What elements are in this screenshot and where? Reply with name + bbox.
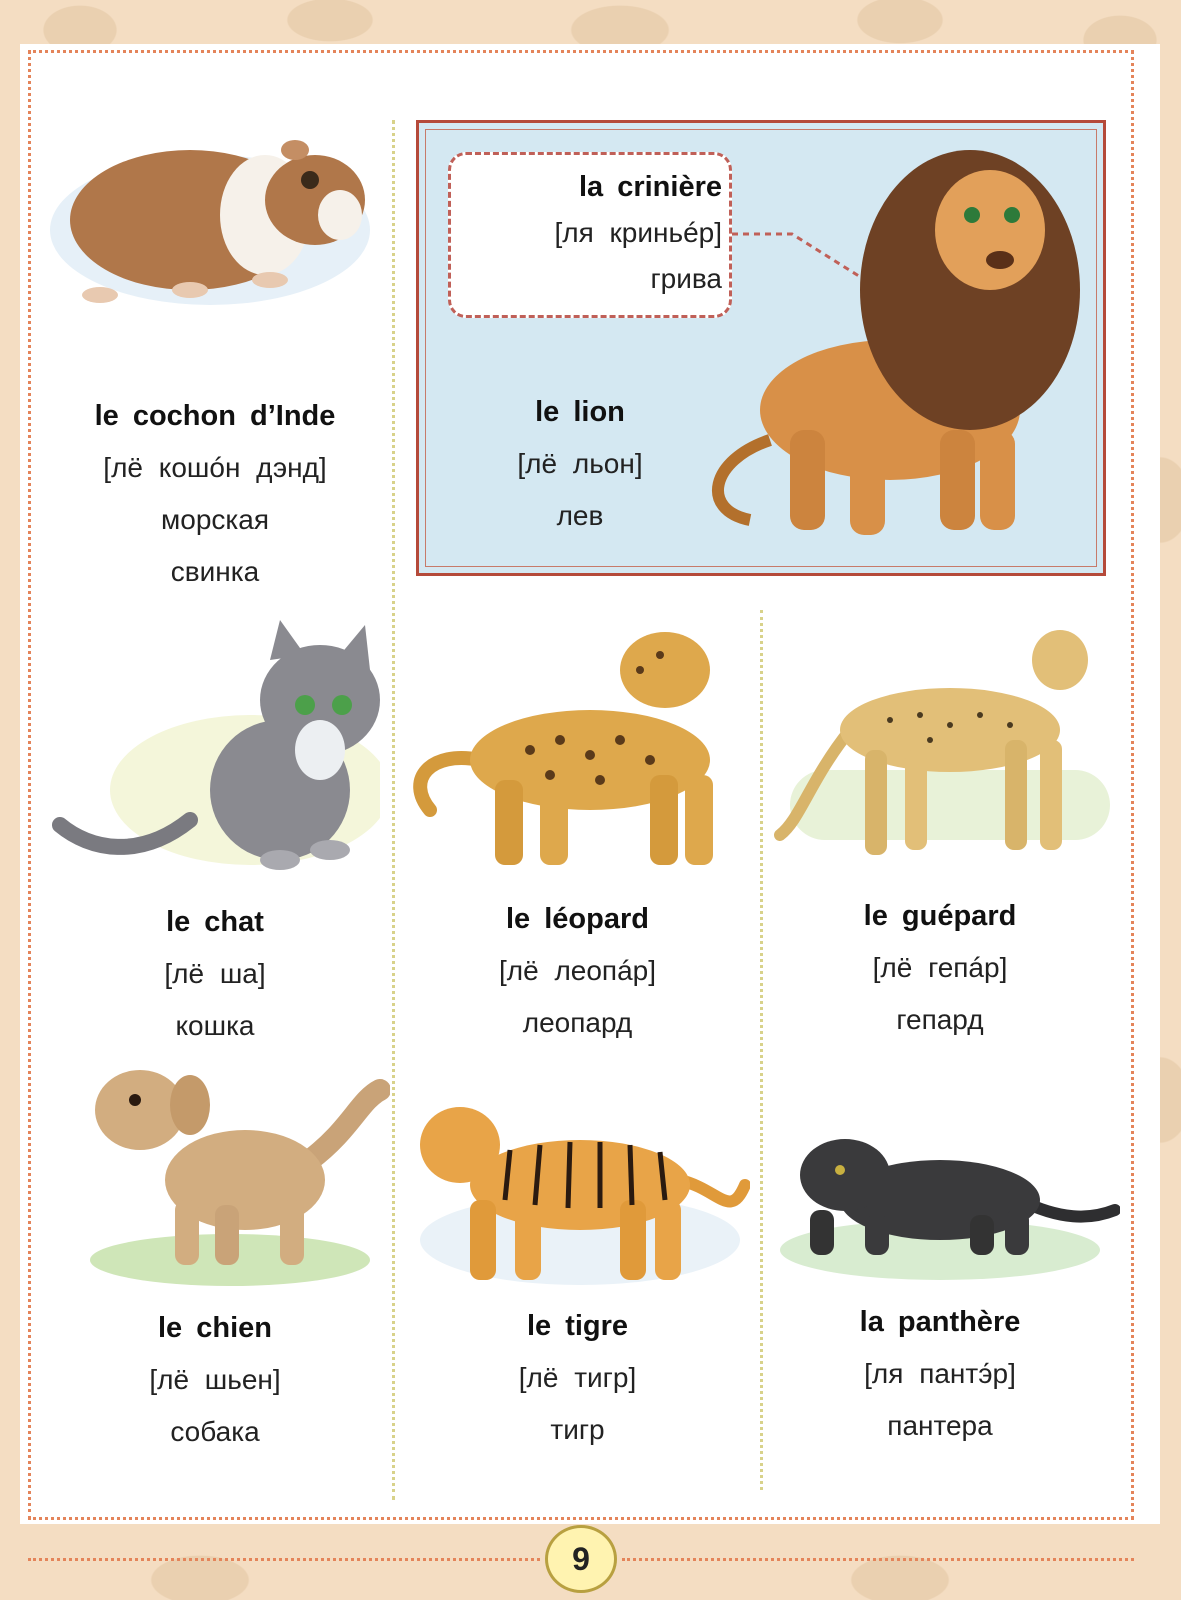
panther-illustration — [770, 1110, 1120, 1290]
transcription: [лё леопáр] — [498, 955, 657, 986]
lion-illustration — [700, 140, 1100, 550]
french-word: la crinière — [578, 171, 722, 203]
transcription: [лё шьен] — [149, 1364, 281, 1395]
column-divider-right — [760, 610, 763, 1490]
entry-dog — [40, 1302, 390, 1458]
transcription: [лё ша] — [164, 958, 266, 989]
entry-tiger — [400, 1300, 755, 1456]
cat-illustration — [50, 620, 380, 880]
footer-dots-right — [622, 1558, 1134, 1561]
russian-word: пантера — [887, 1410, 993, 1441]
russian-word: гепард — [896, 1004, 984, 1035]
transcription: [лё тигр] — [518, 1362, 637, 1393]
french-word: la panthère — [859, 1306, 1021, 1338]
entry-lion — [480, 386, 680, 542]
russian-word: собака — [170, 1416, 260, 1447]
french-word: le chat — [166, 906, 264, 938]
french-word: le léopard — [506, 903, 649, 935]
entry-guinea-pig — [40, 390, 390, 598]
entry-panther — [765, 1296, 1115, 1452]
entry-leopard — [400, 893, 755, 1049]
transcription: [лё гепáр] — [872, 952, 1008, 983]
column-divider-left — [392, 120, 395, 1500]
russian-word: грива — [650, 263, 722, 294]
russian-word: морская — [161, 504, 269, 535]
russian-word: тигр — [550, 1414, 605, 1445]
transcription: [лё льон] — [517, 448, 643, 479]
entry-cat — [40, 896, 390, 1052]
transcription: [ля криньéр] — [554, 217, 722, 248]
dog-illustration — [80, 1050, 390, 1290]
tiger-illustration — [410, 1090, 750, 1290]
french-word: le cochon d’Inde — [94, 400, 336, 432]
french-word: le lion — [535, 396, 625, 428]
page-number: 9 — [545, 1525, 617, 1593]
footer-dots-left — [28, 1558, 540, 1561]
french-word: le chien — [158, 1312, 272, 1344]
cheetah-illustration — [770, 620, 1120, 880]
french-word: le guépard — [863, 900, 1017, 932]
transcription: [ля пантэ́р] — [864, 1358, 1016, 1389]
entry-cheetah — [765, 890, 1115, 1046]
entry-mane — [452, 164, 722, 302]
french-word: le tigre — [526, 1310, 629, 1342]
guinea-pig-illustration — [40, 110, 370, 320]
transcription: [лё кошóн дэнд] — [103, 452, 327, 483]
leopard-illustration — [400, 610, 750, 880]
russian-word: леопард — [522, 1007, 633, 1038]
russian-word: лев — [556, 500, 604, 531]
russian-word: свинка — [170, 556, 260, 587]
russian-word: кошка — [175, 1010, 255, 1041]
